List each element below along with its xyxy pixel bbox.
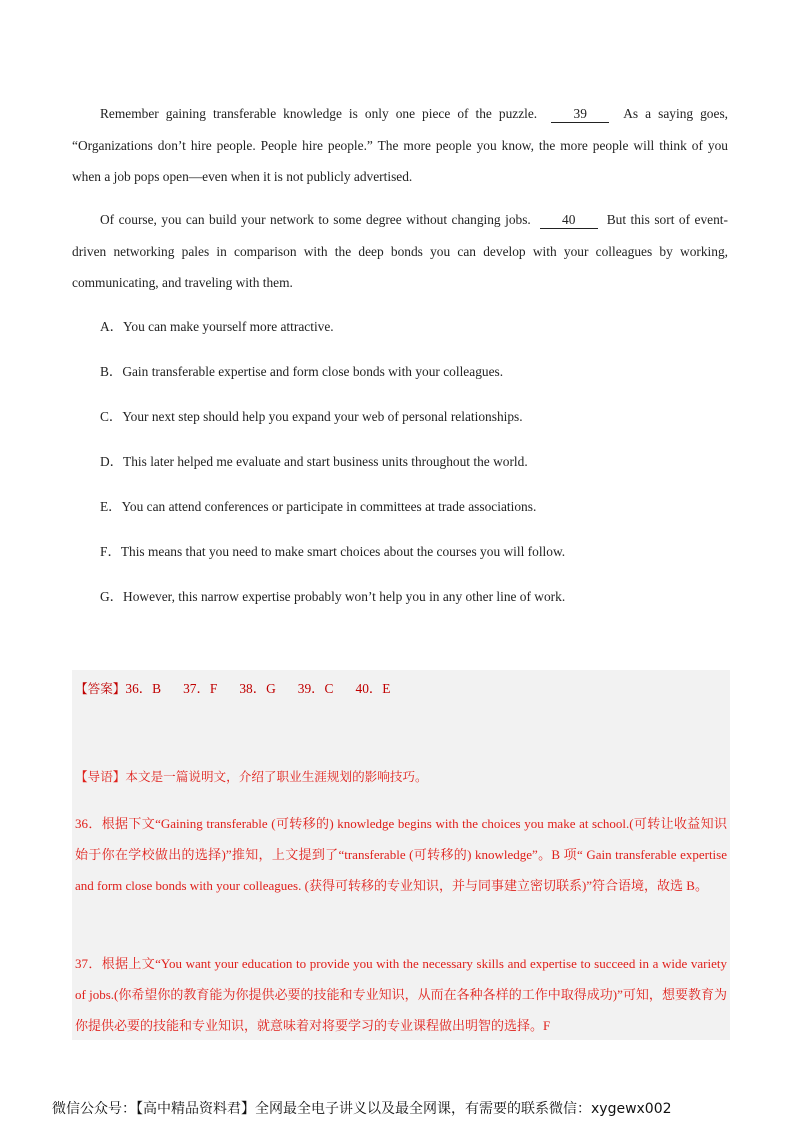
answer-tag: 【答案】: [75, 681, 126, 696]
paragraph-text-after: But this sort of event-driven networking pales in comparison with the deep bonds you can develop with your colleagues by working, communicating, and traveling with them.: [72, 212, 728, 290]
option-d: D．This later helped me evaluate and start business units throughout the world.: [100, 454, 528, 469]
options-list: [100, 312, 740, 627]
answer-40: 40．E: [355, 681, 391, 696]
passage-paragraph-39: [72, 98, 728, 193]
paragraph-text-after: As a saying goes, “Organizations don’t hire people. People hire people.” The more people you know, the more people will think of you when a job pops open—even when it is not publicly advertised.: [72, 106, 728, 184]
answer-38: 38．G: [239, 681, 276, 696]
option-f: F．This means that you need to make smart choices about the courses you will follow.: [100, 544, 566, 559]
answer-36: 36．B: [125, 681, 162, 696]
answer-37: 37．F: [183, 681, 218, 696]
answer-section: [72, 670, 730, 1040]
blank-39: 39: [551, 106, 609, 123]
explanation-36: 36．根据下文“Gaining transferable (可转移的) knowledge begins with the choices you make at school.(可转让收益知识始于你在学校做出的选择)”推知，上文提到了“transferable (可转移的) knowledge”。B 项“ Gain transferable expertise and form close bonds with your colleagues. (获得可转移的专业知识，并与同事建立密切联系)”符合语境，故选 B。: [75, 816, 727, 893]
option-g: G．However, this narrow expertise probably won’t help you in any other line of work.: [100, 589, 566, 604]
answer-39: 39．C: [297, 681, 334, 696]
option-b: B．Gain transferable expertise and form close bonds with your colleagues.: [100, 364, 504, 379]
blank-40: 40: [540, 212, 598, 229]
passage-paragraph-40: [72, 204, 728, 299]
footer-note: 微信公众号：【高中精品资料君】全网最全电子讲义以及最全网课，有需要的联系微信：xygewx002: [52, 1101, 672, 1117]
option-a: A．You can make yourself more attractive.: [100, 319, 334, 334]
option-e: E．You can attend conferences or participate in committees at trade associations.: [100, 499, 537, 514]
answer-key: [75, 678, 412, 697]
option-c: C．Your next step should help you expand your web of personal relationships.: [100, 409, 523, 424]
explanation-37: 37．根据上文“You want your education to provide you with the necessary skills and expertise to succeed in a wide variety of jobs.(你希望你的教育能为你提供必要的技能和专业知识，从而在各种各样的工作中取得成功)”可知，想要教育为你提供必要的技能和专业知识，就意味着对将要学习的专业课程做出明智的选择。F: [75, 956, 727, 1033]
lead-summary: 【导语】本文是一篇说明文，介绍了职业生涯规划的影响技巧。: [75, 769, 428, 784]
paragraph-text-before: Of course, you can build your network to some degree without changing jobs.: [100, 212, 531, 227]
paragraph-text-before: Remember gaining transferable knowledge is only one piece of the puzzle.: [100, 106, 538, 121]
